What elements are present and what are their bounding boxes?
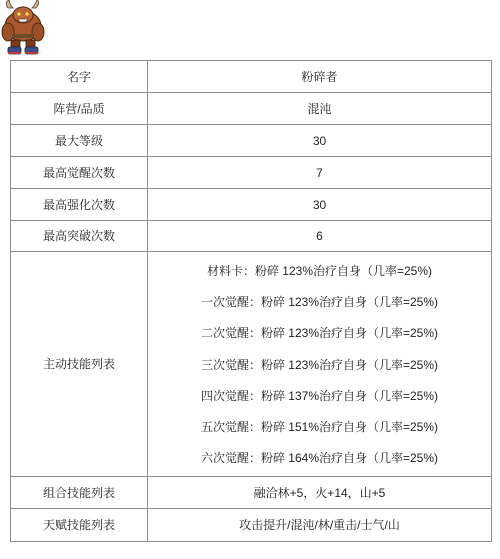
active-skill-list bbox=[148, 252, 492, 477]
combo-skills-value: 融洽林+5，火+14，山+5 bbox=[148, 477, 492, 509]
row-label: 阵营/品质 bbox=[11, 93, 148, 125]
table-row-active-skills bbox=[11, 252, 492, 477]
skill-line: 六次觉醒：粉碎 164%治疗自身（几率=25%) bbox=[200, 451, 439, 466]
skill-line: 三次觉醒：粉碎 123%治疗自身（几率=25%) bbox=[200, 357, 439, 372]
talent-skills-value: 攻击提升/混沌/林/重击/士气/山 bbox=[148, 509, 492, 542]
row-label: 天赋技能列表 bbox=[11, 509, 148, 542]
row-label: 最大等级 bbox=[11, 125, 148, 157]
row-label: 组合技能列表 bbox=[11, 477, 148, 509]
skill-line: 一次觉醒：粉碎 123%治疗自身（几率=25%) bbox=[200, 295, 439, 310]
avatar bbox=[0, 0, 46, 58]
table-row-faction bbox=[11, 93, 492, 125]
hero-info-table bbox=[10, 60, 492, 542]
table-row-name bbox=[11, 61, 492, 93]
max-level-value: 30 bbox=[148, 125, 492, 157]
hero-name: 粉碎者 bbox=[148, 61, 492, 93]
skill-line: 四次觉醒：粉碎 137%治疗自身（几率=25%) bbox=[200, 388, 439, 403]
skill-line: 二次觉醒：粉碎 123%治疗自身（几率=25%) bbox=[200, 326, 439, 341]
row-label: 最高突破次数 bbox=[11, 221, 148, 252]
max-break-value: 6 bbox=[148, 221, 492, 252]
max-enhance-value: 30 bbox=[148, 189, 492, 221]
brute-monster-portrait-icon bbox=[0, 0, 46, 58]
table-row-max-awaken bbox=[11, 157, 492, 189]
row-label: 最高觉醒次数 bbox=[11, 157, 148, 189]
faction-value: 混沌 bbox=[148, 93, 492, 125]
table-row-max-level bbox=[11, 125, 492, 157]
row-label: 最高强化次数 bbox=[11, 189, 148, 221]
skill-line: 材料卡：粉碎 123%治疗自身（几率=25%) bbox=[206, 264, 433, 278]
table-row-talent-skills bbox=[11, 509, 492, 542]
max-awaken-value: 7 bbox=[148, 157, 492, 189]
table-row-combo-skills bbox=[11, 477, 492, 509]
table-row-max-break bbox=[11, 221, 492, 252]
table-row-max-enhance bbox=[11, 189, 492, 221]
row-label: 主动技能列表 bbox=[11, 252, 148, 477]
skill-line: 五次觉醒：粉碎 151%治疗自身（几率=25%) bbox=[200, 419, 439, 434]
row-label: 名字 bbox=[11, 61, 148, 93]
